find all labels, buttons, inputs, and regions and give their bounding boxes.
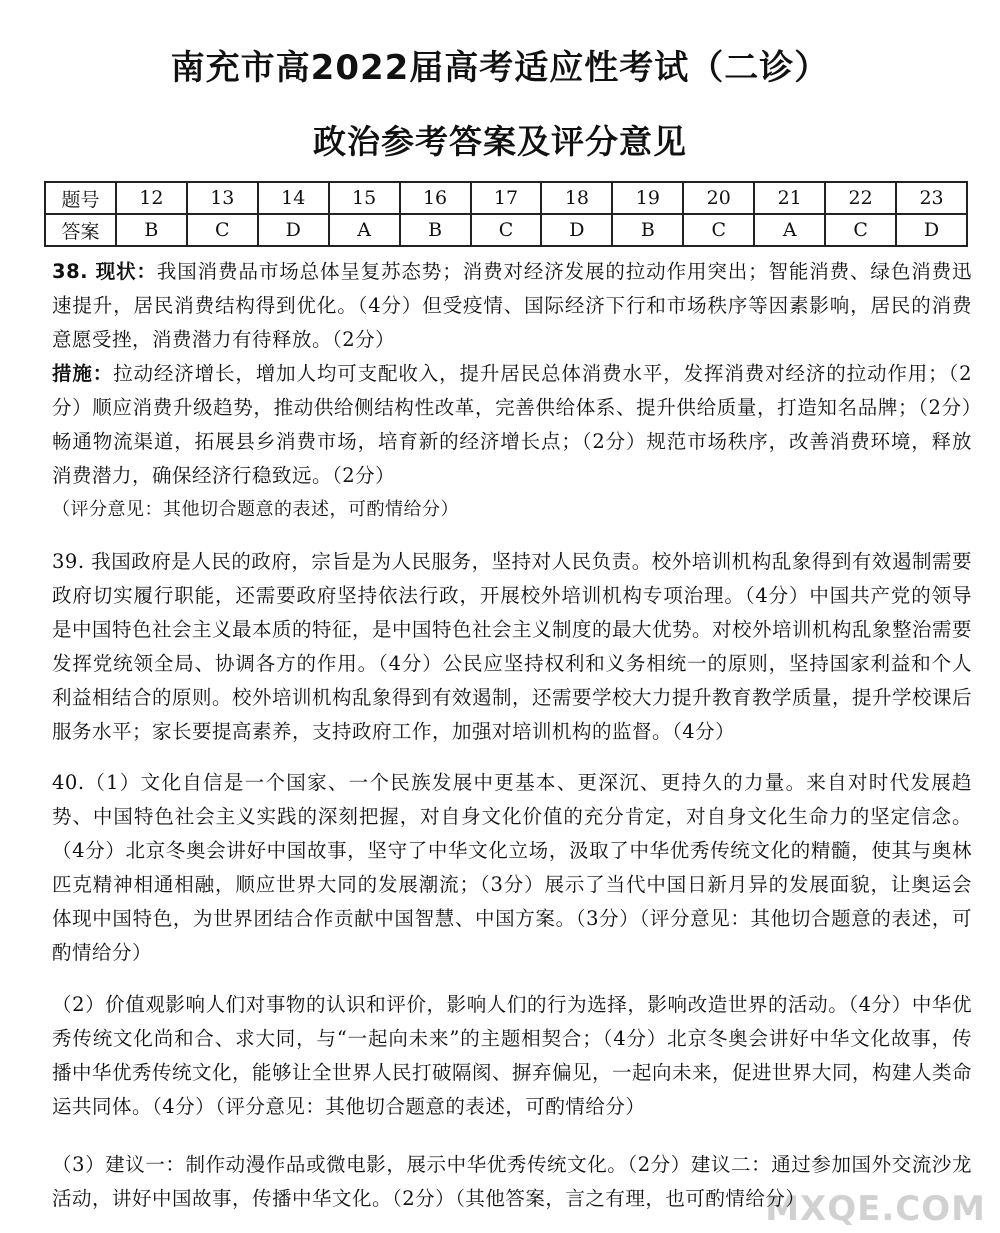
q40-part2-text: （2）价值观影响人们对事物的认识和评价，影响人们的行为选择，影响改造世界的活动。（4分）中华优秀传统文化尚和合、求大同，与“一起向未来”的主题相契合；（4分）北京冬奥会讲好中华文化故事，传播中华优秀传统文化，能够让全世界人民打破隔阂、摒弃偏见，一起向未来，促进世界大同，构建人类命运共同体。（4分）（评分意见：其他切合题意的表述，可酌情给分） [52, 993, 973, 1118]
table-cell: 17 [471, 182, 542, 214]
table-cell: C [683, 214, 754, 246]
row-label-number: 题号 [45, 182, 116, 214]
table-cell: B [400, 214, 471, 246]
table-cell: 23 [896, 182, 967, 214]
table-row-numbers [45, 182, 967, 214]
table-cell: D [896, 214, 967, 246]
table-cell: C [187, 214, 258, 246]
q38-status-text: 我国消费品市场总体呈复苏态势；消费对经济发展的拉动作用突出；智能消费、绿色消费迅速提升，居民消费结构得到优化。（4分）但受疫情、国际经济下行和市场秩序等因素影响，居民的消费意愿受挫，消费潜力有待释放。（2分） [52, 260, 972, 351]
table-cell: 21 [754, 182, 825, 214]
table-cell: 12 [116, 182, 187, 214]
table-cell: 20 [683, 182, 754, 214]
site-watermark: MXQE.COM [765, 1189, 986, 1229]
page-title: 南充市高2022届高考适应性考试（二诊） [170, 48, 830, 88]
q38-measures-label: 措施： [52, 362, 114, 385]
q39-text: 39. 我国政府是人民的政府，宗旨是为人民服务，坚持对人民负责。校外培训机构乱象得到有效遏制需要政府切实履行职能，还需要政府坚持依法行政，开展校外培训机构专项治理。（4分）中国共产党的领导是中国特色社会主义最本质的特征，是中国特色社会主义制度的最大优势。对校外培训机构乱象整治需要发挥党统领全局、协调各方的作用。（4分）公民应坚持权利和义务相统一的原则，坚持国家利益和个人利益相结合的原则。校外培训机构乱象得到有效遏制，还需要学校大力提升教育教学质量，提升学校课后服务水平；家长要提高素养，支持政府工作，加强对培训机构的监督。（4分） [52, 550, 973, 743]
question-40-part1 [52, 766, 972, 970]
table-cell: 14 [258, 182, 329, 214]
table-cell: A [754, 214, 825, 246]
q40-part1-text: 40.（1）文化自信是一个国家、一个民族发展中更基本、更深沉、更持久的力量。来自对时代发展趋势、中国特色社会主义实践的深刻把握，对自身文化价值的充分肯定，对自身文化生命力的坚定信念。（4分）北京冬奥会讲好中国故事，坚守了中华文化立场，汲取了中华优秀传统文化的精髓，使其与奥林匹克精神相通相融，顺应世界大同的发展潮流；（3分）展示了当代中国日新月异的发展面貌，让奥运会体现中国特色，为世界团结合作贡献中国智慧、中国方案。（3分）（评分意见：其他切合题意的表述，可酌情给分） [52, 771, 972, 964]
table-cell: 15 [329, 182, 400, 214]
q40-part3-text: （3）建议一：制作动漫作品或微电影，展示中华优秀传统文化。（2分）建议二：通过参加国外交流沙龙活动，讲好中国故事，传播中华文化。（2分）（其他答案，言之有理，也可酌情给分） [52, 1153, 972, 1210]
table-cell: C [471, 214, 542, 246]
table-cell: 19 [612, 182, 683, 214]
table-cell: C [825, 214, 896, 246]
table-cell: 18 [541, 182, 612, 214]
table-row-answers [45, 214, 967, 246]
table-cell: 13 [187, 182, 258, 214]
question-40-part2 [52, 988, 972, 1124]
row-label-answer: 答案 [45, 214, 116, 246]
table-cell: A [329, 214, 400, 246]
question-39 [52, 545, 972, 749]
q38-measures-text: 拉动经济增长，增加人均可支配收入，提升居民总体消费水平，发挥消费对经济的拉动作用；（2分）顺应消费升级趋势，推动供给侧结构性改革，完善供给体系、提升供给质量，打造知名品牌；（2分）畅通物流渠道，拓展县乡消费市场，培育新的经济增长点；（2分）规范市场秩序，改善消费环境，释放消费潜力，确保经济行稳致远。（2分） [52, 362, 972, 487]
table-cell: D [258, 214, 329, 246]
table-cell: 16 [400, 182, 471, 214]
table-cell: B [612, 214, 683, 246]
table-cell: 22 [825, 182, 896, 214]
page-subtitle: 政治参考答案及评分意见 [313, 122, 687, 161]
q38-status-label: 38. 现状： [52, 260, 157, 283]
question-38 [52, 255, 972, 527]
table-cell: B [116, 214, 187, 246]
q38-note: （评分意见：其他切合题意的表述，可酌情给分） [52, 499, 459, 520]
answer-table [44, 181, 968, 247]
table-cell: D [541, 214, 612, 246]
